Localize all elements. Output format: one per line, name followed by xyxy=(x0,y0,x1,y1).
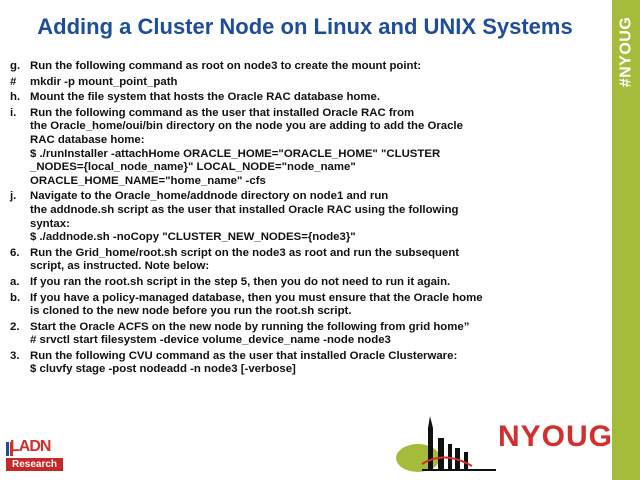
list-text: Navigate to the Oracle_home/addnode directory on node1 and run the addnode.sh script as the user that installed Oracle RAC using the following syntax: $ ./addnode.sh -noCopy "CLUSTER_NEW_NODES={node3}" xyxy=(30,190,459,244)
slide-title: Adding a Cluster Node on Linux and UNIX Systems xyxy=(37,14,573,39)
list-marker: i. xyxy=(10,106,17,119)
list-text: mkdir -p mount_point_path xyxy=(30,75,178,88)
list-text: Run the following command as root on node3 to create the mount point: xyxy=(30,60,422,72)
list-item xyxy=(8,321,596,348)
list-item xyxy=(8,276,596,290)
list-marker: 6. xyxy=(10,246,20,259)
list-text: Mount the file system that hosts the Oracle RAC database home. xyxy=(30,91,381,104)
ladn-research-logo xyxy=(6,438,66,474)
list-marker: 3. xyxy=(10,349,20,362)
list-marker: g. xyxy=(10,60,21,72)
nyoug-hashtag-text: #NYOUG xyxy=(617,16,635,88)
nyoug-logo-text: NYOUG xyxy=(498,420,614,453)
list-item xyxy=(8,91,596,105)
list-text: Run the following command as the user that installed Oracle RAC from the Oracle_home/oui/bin directory on the node you are adding to add the Oracle RAC database home: $ ./runInstaller -attachHome ORACLE_HOME="ORACLE_HOME" "CLUSTER _NODES={local_node_name}" LOCAL_NODE="node_name" ORACLE_HOME_NAME="home_name" -cfs xyxy=(30,106,463,187)
list-text: If you ran the root.sh script in the step 5, then you do not need to run it again. xyxy=(30,275,451,288)
list-marker: j. xyxy=(10,190,17,203)
list-item xyxy=(8,76,596,90)
list-marker: 2. xyxy=(10,320,20,333)
nyoug-hashtag xyxy=(612,2,640,102)
list-text: Start the Oracle ACFS on the new node by running the following from grid home” # srvctl start filesystem -device volume_device_name -node node3 xyxy=(30,320,470,347)
list-marker: h. xyxy=(10,91,21,104)
list-text: Run the Grid_home/root.sh script on the node3 as root and run the subsequent script, as instructed. Note below: xyxy=(30,246,460,273)
list-item xyxy=(8,107,596,189)
list-item xyxy=(8,350,596,377)
list-item xyxy=(8,247,596,274)
list-item xyxy=(8,60,596,74)
research-badge: Research xyxy=(6,458,63,471)
list-marker: a. xyxy=(10,275,20,288)
sidebar-band xyxy=(612,0,640,480)
nyoug-logo xyxy=(392,414,614,474)
list-marker: # xyxy=(10,75,17,88)
list-marker: b. xyxy=(10,291,21,304)
nyc-skyline-icon xyxy=(392,414,498,474)
list-item xyxy=(8,292,596,319)
slide-content xyxy=(8,60,596,379)
list-item xyxy=(8,190,596,244)
ladn-logo-text: LADN xyxy=(10,438,51,455)
list-text: If you have a policy-managed database, then you must ensure that the Oracle home is cloned to the new node before you run the root.sh script. xyxy=(30,291,483,318)
list-text: Run the following CVU command as the user that installed Oracle Clusterware: $ cluvfy stage -post nodeadd -n node3 [-verbose] xyxy=(30,349,458,376)
